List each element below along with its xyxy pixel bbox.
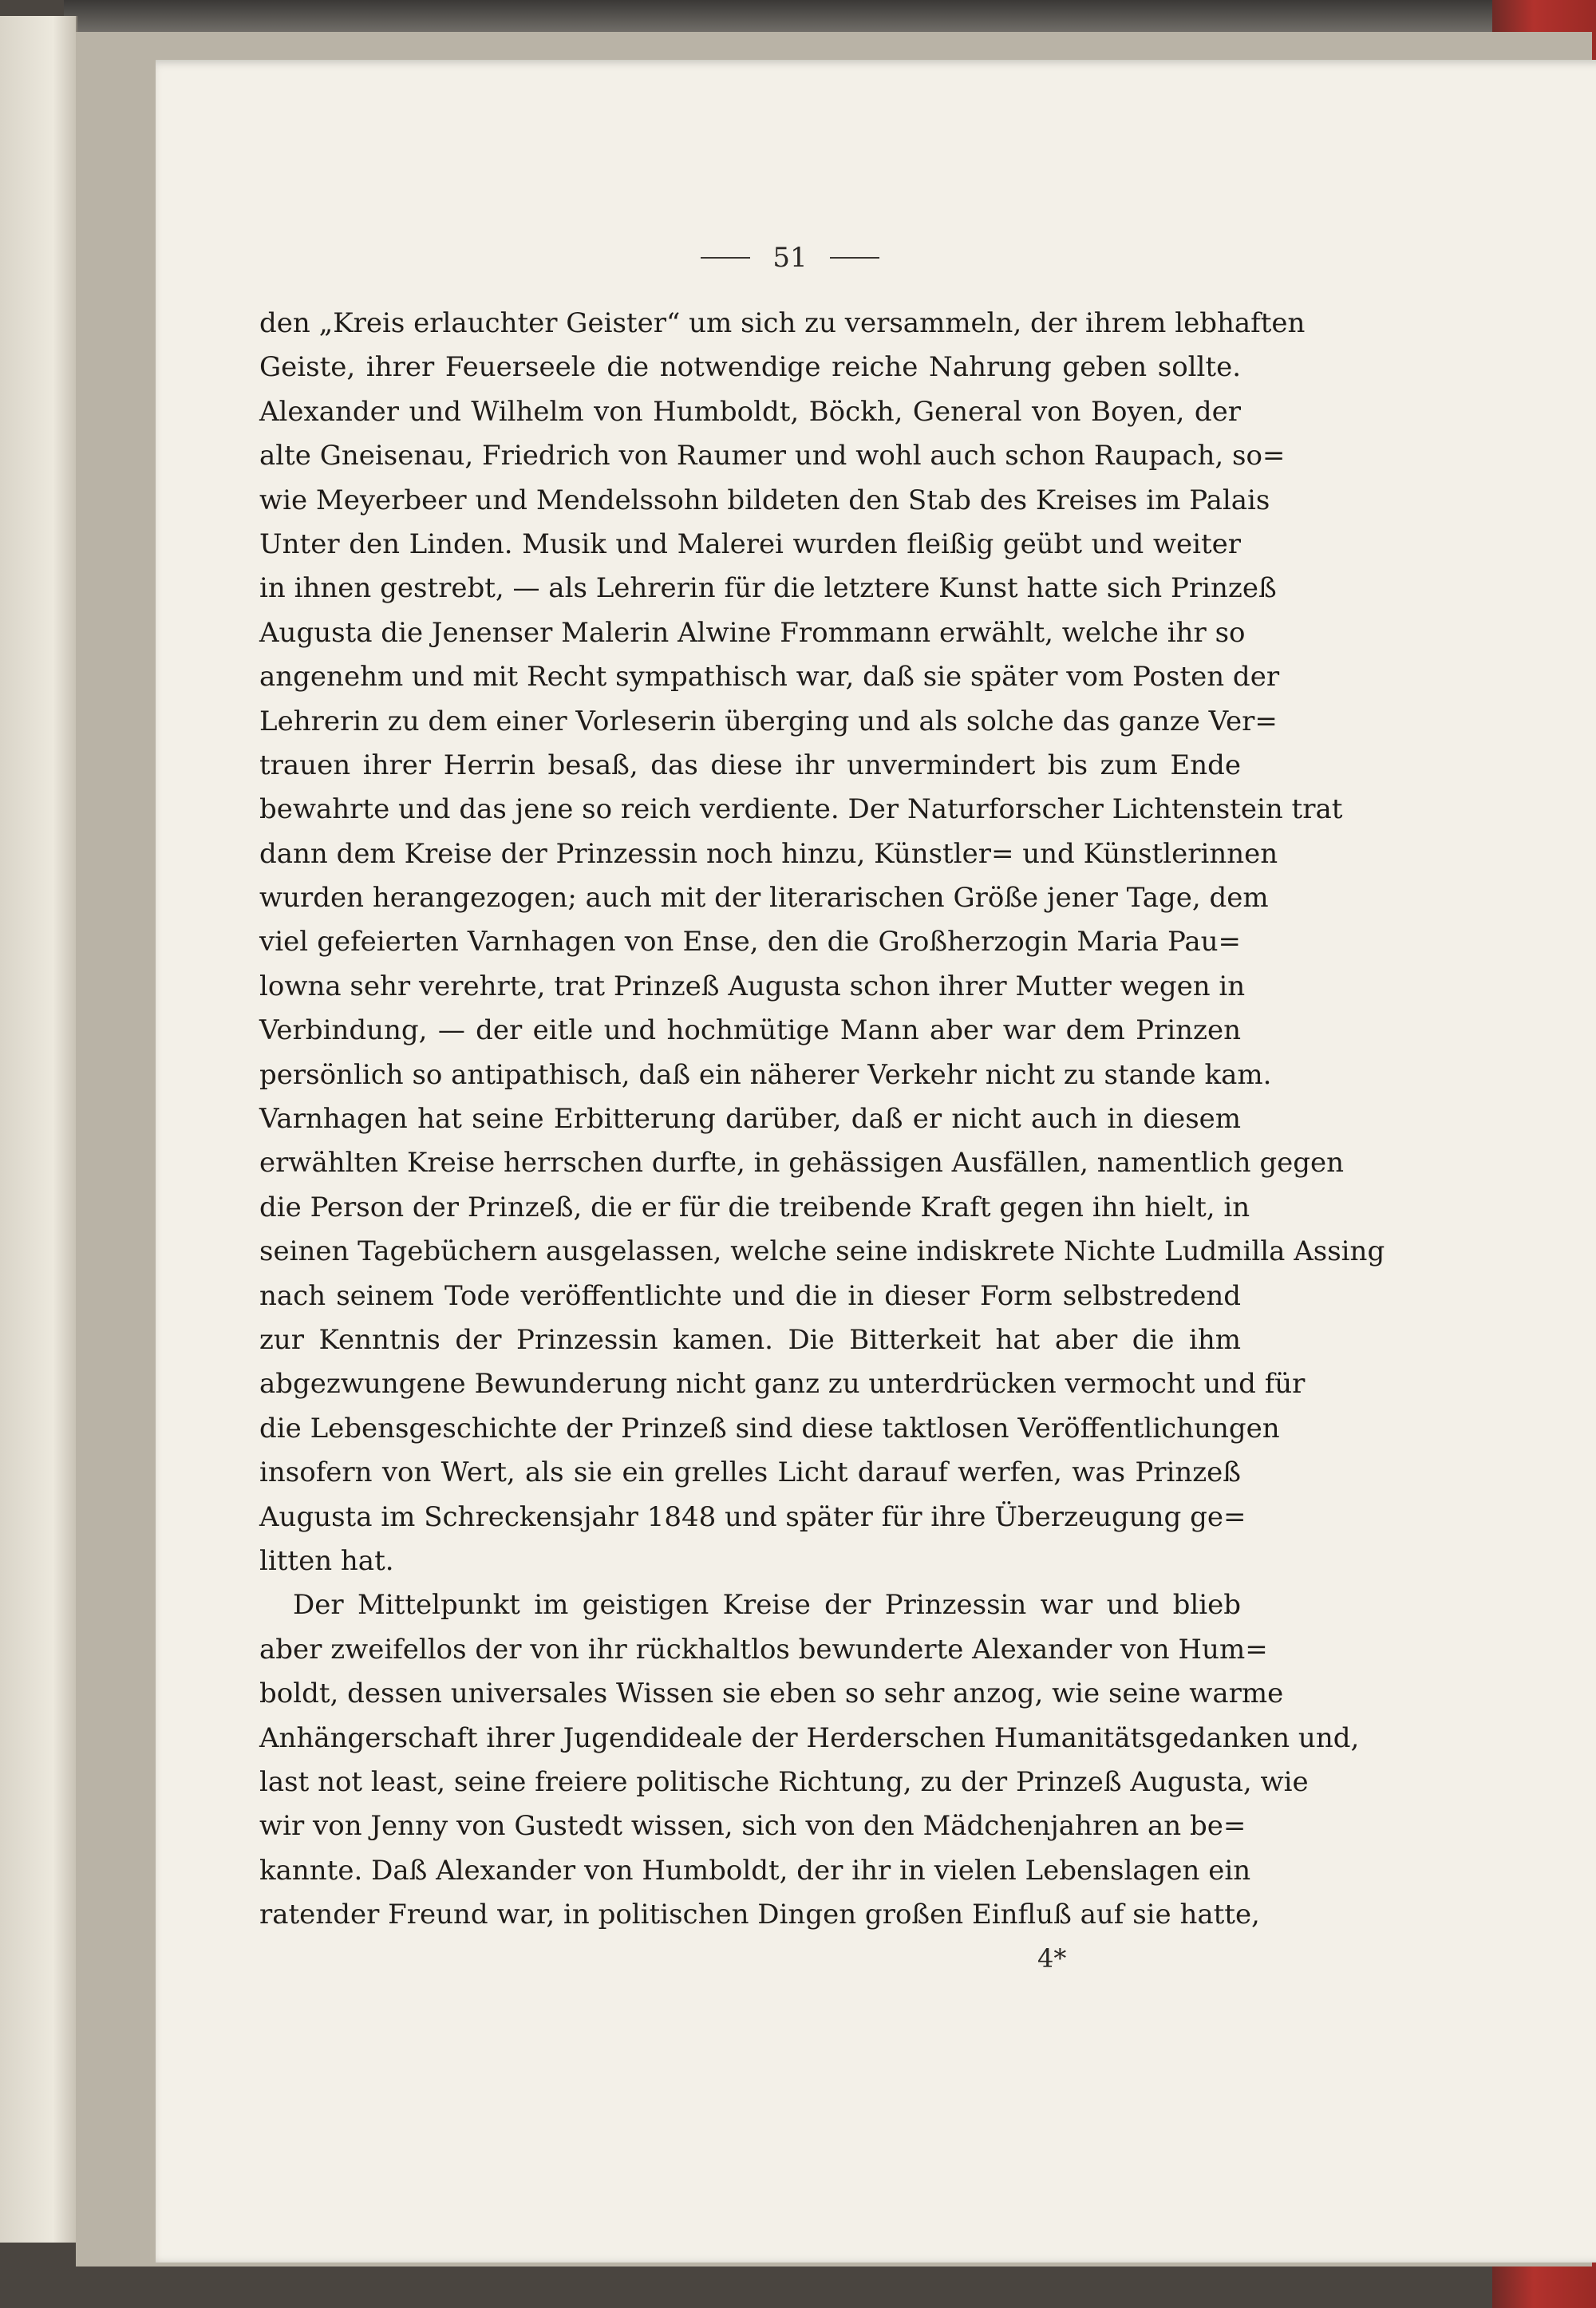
text-line: Varnhagen hat seine Erbitterung darüber, daß er nicht auch in diesem [259, 1103, 1241, 1136]
header-rule-right [830, 257, 879, 259]
text-line: zur Kenntnis der Prinzessin kamen. Die Bitterkeit hat aber die ihm [259, 1323, 1241, 1356]
text-line: Unter den Linden. Musik und Malerei wurden fleißig geübt und weiter [259, 528, 1241, 560]
text-line: die Lebensgeschichte der Prinzeß sind diese taktlosen Veröffentlichungen [259, 1412, 1280, 1444]
text-line: abgezwungene Bewunderung nicht ganz zu unterdrücken vermocht und für [259, 1368, 1306, 1401]
text-line: wurden herangezogen; auch mit der literarischen Größe jener Tage, dem [259, 882, 1269, 915]
signature-mark: 4* [1037, 1943, 1067, 1974]
header-rule-left [701, 257, 750, 259]
text-line: Geiste, ihrer Feuerseele die notwendige reiche Nahrung geben sollte. [259, 351, 1241, 384]
text-line: den „Kreis erlauchter Geister“ um sich zu versammeln, der ihrem lebhaften [259, 307, 1306, 339]
text-line: Augusta im Schreckensjahr 1848 und später für ihre Überzeugung ge= [259, 1500, 1246, 1533]
text-line: Lehrerin zu dem einer Vorleserin überging und als solche das ganze Ver= [259, 705, 1278, 737]
text-line: boldt, dessen universales Wissen sie eben so sehr anzog, wie seine warme [259, 1678, 1284, 1710]
body-text [259, 302, 1385, 1937]
text-line: lowna sehr verehrte, trat Prinzeß Augusta schon ihrer Mutter wegen in [259, 970, 1246, 1002]
text-line: erwählten Kreise herrschen durfte, in gehässigen Ausfällen, namentlich gegen [259, 1147, 1345, 1180]
text-line: dann dem Kreise der Prinzessin noch hinzu, Künstler= und Künstlerinnen [259, 837, 1278, 870]
page-number: 51 [772, 242, 808, 274]
text-line: bewahrte und das jene so reich verdiente. Der Naturforscher Lichtenstein trat [259, 793, 1343, 826]
text-line: wie Meyerbeer und Mendelssohn bildeten den Stab des Kreises im Palais [259, 484, 1270, 516]
text-line: die Person der Prinzeß, die er für die treibende Kraft gegen ihn hielt, in [259, 1191, 1250, 1223]
text-line: trauen ihrer Herrin besaß, das diese ihr unvermindert bis zum Ende [259, 749, 1241, 781]
text-line: Augusta die Jenenser Malerin Alwine Frommann erwählt, welche ihr so [259, 616, 1246, 649]
text-line: aber zweifellos der von ihr rückhaltlos bewunderte Alexander von Hum= [259, 1633, 1268, 1666]
paragraph [259, 1583, 1360, 1937]
page-header [686, 238, 894, 278]
text-line: Anhängerschaft ihrer Jugendideale der Herderschen Humanitätsgedanken und, [259, 1721, 1360, 1754]
text-line: Der Mittelpunkt im geistigen Kreise der Prinzessin war und blieb [293, 1589, 1241, 1622]
text-line: ratender Freund war, in politischen Dingen großen Einfluß auf sie hatte, [259, 1899, 1260, 1931]
text-line: alte Gneisenau, Friedrich von Raumer und wohl auch schon Raupach, so= [259, 440, 1286, 472]
text-line: last not least, seine freiere politische Richtung, zu der Prinzeß Augusta, wie [259, 1765, 1309, 1798]
text-line: nach seinem Tode veröffentlichte und die in dieser Form selbstredend [259, 1279, 1241, 1312]
text-line: viel gefeierten Varnhagen von Ense, den die Großherzogin Maria Pau= [259, 926, 1241, 958]
paragraph [259, 302, 1385, 1583]
text-line: seinen Tagebüchern ausgelassen, welche seine indiskrete Nichte Ludmilla Assing [259, 1235, 1385, 1268]
text-line: angenehm und mit Recht sympathisch war, daß sie später vom Posten der [259, 661, 1280, 694]
text-line: kannte. Daß Alexander von Humboldt, der ihr in vielen Lebenslagen ein [259, 1854, 1251, 1887]
text-line: insofern von Wert, als sie ein grelles Licht darauf werfen, was Prinzeß [259, 1456, 1241, 1489]
text-line: persönlich so antipathisch, daß ein näherer Verkehr nicht zu stande kam. [259, 1058, 1272, 1091]
text-line: Alexander und Wilhelm von Humboldt, Böckh, General von Boyen, der [259, 395, 1241, 428]
text-line: Verbindung, — der eitle und hochmütige Mann aber war dem Prinzen [259, 1014, 1241, 1047]
text-line: wir von Jenny von Gustedt wissen, sich von den Mädchenjahren an be= [259, 1810, 1246, 1843]
text-line: in ihnen gestrebt, — als Lehrerin für die letztere Kunst hatte sich Prinzeß [259, 572, 1277, 605]
left-page-edge [0, 16, 77, 2243]
text-line: litten hat. [259, 1544, 394, 1577]
